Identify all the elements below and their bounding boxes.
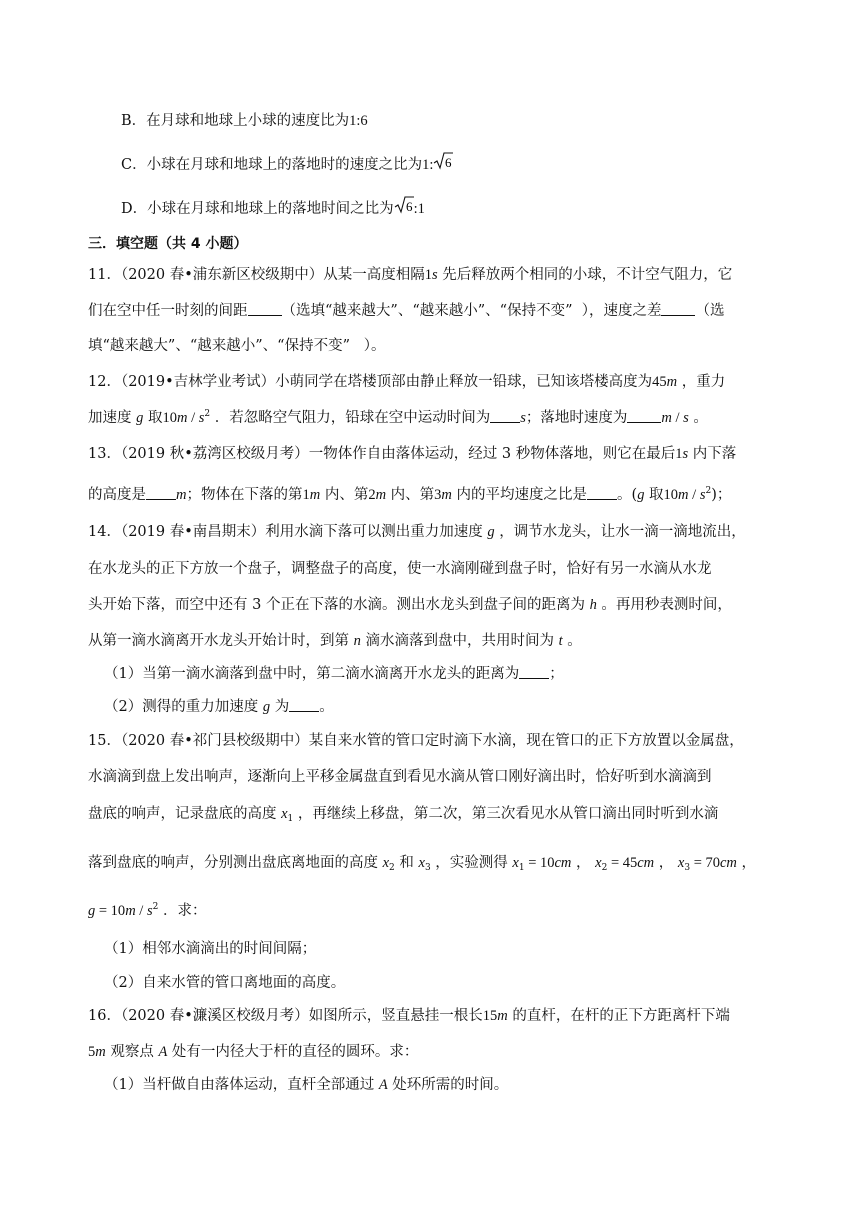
q15-line5: $g = 10m / s^2$ ．求： bbox=[88, 902, 207, 919]
q11-line2: 们在空中任一时刻的间距 （选填“越来越大”、“越来越小”、“保持不变” ），速度之差 （选 bbox=[88, 303, 725, 319]
q15-line3: 盘底的响声，记录盘底的高度 $x_1$ ，再继续上移盘，第二次，第三次看见水从管口滴出同时听到水滴 bbox=[88, 806, 719, 824]
q15-sub1: （1）相邻水滴滴出的时间间隔； bbox=[104, 941, 317, 957]
q14-line3: 头开始下落，而空中还有 3 个正在下落的水滴。测出水龙头到盘子间的距离为 h 。再用秒表测时间， bbox=[88, 597, 732, 613]
q14-line1: 14．（2019 春•南昌期末）利用水滴下落可以测出重力加速度 g ，调节水龙头，让水一滴一滴地流出， bbox=[88, 524, 746, 540]
sqrt-six-formula bbox=[394, 195, 414, 215]
q14-sub1: （1）当第一滴水滴落到盘中时，第二滴水滴离开水龙头的距离为 ； bbox=[104, 666, 564, 682]
q14-sub2: （2）测得的重力加速度 g 为 。 bbox=[104, 699, 334, 715]
q14-line4: 从第一滴水滴离开水龙头开始计时，到第 n 滴水滴落到盘中，共用时间为 t 。 bbox=[88, 633, 582, 649]
q15-line1: 15．（2020 春•祁门县校级期中）某自来水管的管口定时滴下水滴，现在管口的正下方放置以金属盘， bbox=[88, 733, 744, 749]
q12-line1: 12．（2019•吉林学业考试）小萌同学在塔楼顶部由静止释放一铅球，已知该塔楼高度为45m ，重力 bbox=[88, 374, 726, 390]
q14-line2: 在水龙头的正下方放一个盘子，调整盘子的高度，使一水滴刚碰到盘子时，恰好有另一水滴从水龙 bbox=[88, 561, 712, 577]
q15-line2: 水滴滴到盘上发出响声，逐渐向上平移金属盘直到看见水滴从管口刚好滴出时，恰好听到水滴滴到 bbox=[88, 769, 712, 785]
option-b: B．在月球和地球上小球的速度比为1:6 bbox=[121, 113, 368, 129]
svg-text:6: 6 bbox=[405, 199, 413, 214]
option-d: D．小球在月球和地球上的落地时间之比为 6 :1 bbox=[121, 195, 425, 219]
option-c: C．小球在月球和地球上的落地时的速度之比为1: 6 bbox=[121, 151, 453, 175]
q13-line2: 的高度是 m；物体在下落的第1m 内、第2m 内、第3m 内的平均速度之比是 。(g 取$10m / s^2$)； bbox=[88, 486, 732, 503]
q12-line2: 加速度 g 取$10m / s^2$ ．若忽略空气阻力，铅球在空中运动时间为 s；落地时速度为 m / s 。 bbox=[88, 409, 708, 426]
q16-sub1: （1）当杆做自由落体运动，直杆全部通过 A 处环所需的时间。 bbox=[104, 1077, 509, 1093]
section-title: 三．填空题（共 4 小题） bbox=[88, 236, 248, 252]
q11-line1: 11．（2020 春•浦东新区校级期中）从某一高度相隔1s 先后释放两个相同的小球，不计空气阻力，它 bbox=[88, 267, 733, 283]
q13-line1: 13．（2019 秋•荔湾区校级月考）一物体作自由落体运动，经过 3 秒物体落地，则它在最后1s 内下落 bbox=[88, 446, 737, 462]
q16-line1: 16．（2020 春•濂溪区校级月考）如图所示，竖直悬挂一根长15m 的直杆，在杆的正下方距离杆下端 bbox=[88, 1008, 730, 1024]
q15-sub2: （2）自来水管的管口离地面的高度。 bbox=[104, 975, 346, 991]
svg-text:6: 6 bbox=[445, 155, 452, 170]
q15-line4: 落到盘底的响声，分别测出盘底离地面的高度 $x_2$ 和 $x_3$ ，实验测得 $x_1 = 10cm$ ， $x_2 = 45cm$ ， $x_3 = 70cm$ ， bbox=[88, 855, 757, 873]
sqrt-six-formula bbox=[433, 151, 453, 171]
q16-line2: 5m 观察点 A 处有一内径大于杆的直径的圆环。求： bbox=[88, 1044, 419, 1060]
q11-line3: 填“越来越大”、“越来越小”、“保持不变” ）。 bbox=[88, 338, 386, 354]
